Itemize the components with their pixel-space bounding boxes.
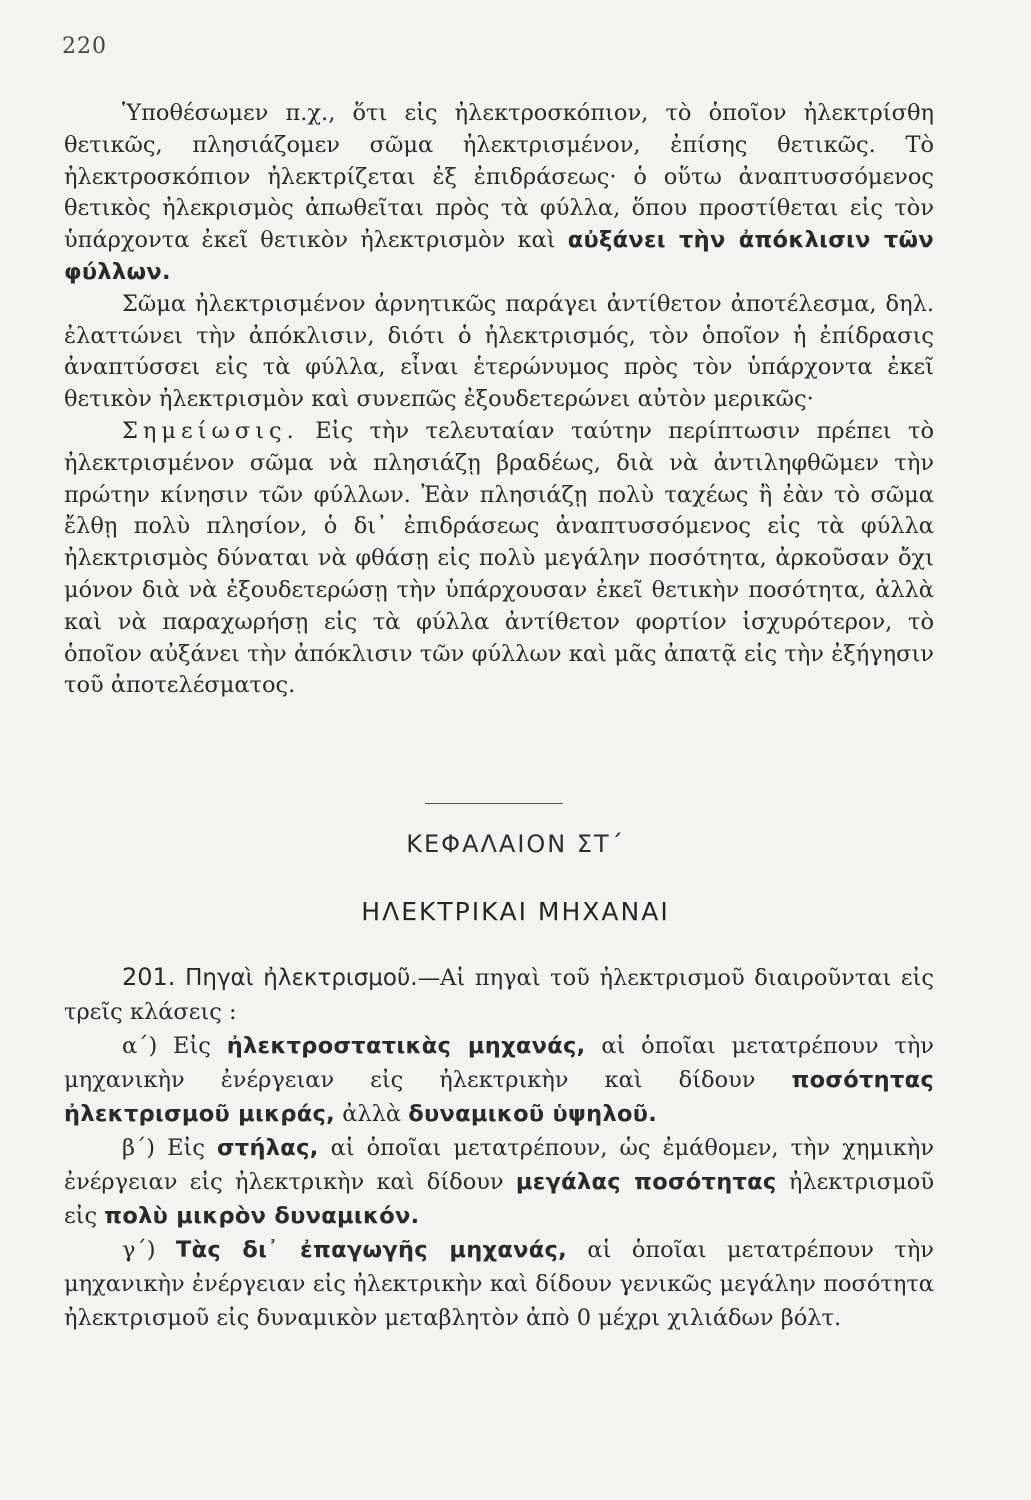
section-intro: —Αἱ πηγαὶ τοῦ ἠλεκτρισμοῦ διαιροῦνται εἰς τρεῖς κλάσεις : (64, 965, 934, 1025)
list-text: Εἰς (167, 1135, 205, 1161)
list-text: Εἰς (173, 1033, 211, 1059)
emphasis-text: μεγάλας ποσότητας (515, 1169, 777, 1195)
list-text: ἠλεκτρισμοῦ εἰς (64, 1169, 935, 1229)
divider-rule (425, 803, 563, 804)
paragraph-text: Εἰς τὴν τελευταίαν ταύτην περίπτωσιν πρέπει τὸ ἠλεκτρισμένον σῶμα νὰ πλησιάζῃ βραδέως, διὰ νὰ ἀντιληφθῶμεν τὴν πρώτην κίνησιν τῶν φύλλων. Ἐὰν πλησιάζῃ πολὺ ταχέως ἢ ἐὰν τὸ σῶμα ἔλθῃ πολὺ πλησίον, ὁ δι᾽ ἐπιδράσεως ἀναπτυσσόμενος εἰς τὰ φύλλα ἠλεκτρισμὸς δύναται νὰ φθάσῃ εἰς πολὺ μεγάλην ποσότητα, ἀρκοῦσαν ὄχι μόνον διὰ νὰ ἐξουδετερώσῃ τὴν ὑπάρχουσαν ἐκεῖ θετικὴν ποσότητα, ἀλλὰ καὶ νὰ παραχωρήσῃ εἰς τὰ φύλλα ἀντίθετον φορτίον ἰσχυρότερον, τὸ ὁποῖον αὐξάνει τὴν ἀπόκλισιν τῶν φύλλων καὶ μᾶς ἀπατᾷ εἰς τὴν ἐξήγησιν τοῦ ἀποτελέσματος. (64, 417, 934, 699)
list-text: ἀλλὰ (342, 1101, 402, 1127)
list-item (64, 1029, 934, 1131)
list-text: αἱ ὁποῖαι μετατρέπουν, ὡς ἐμάθομεν, τὴν χημικὴν ἐνέργειαν εἰς ἠλεκτρικὴν καὶ δίδουν (64, 1135, 935, 1195)
paragraph (64, 98, 934, 289)
emphasis-text: ποσότητας ἠλεκτρισμοῦ μικράς, (64, 1067, 935, 1127)
section-number: 201. (122, 963, 176, 991)
emphasis-text: πολὺ μικρὸν δυναμικόν. (104, 1203, 420, 1229)
list-marker: β΄) (122, 1135, 156, 1161)
list-text: αἱ ὁποῖαι μετατρέπουν τὴν μηχανικὴν ἐνέργειαν εἰς ἠλεκτρικὴν καὶ δίδουν γενικῶς μεγάλην ποσότητα ἠλεκτρισμοῦ εἰς δυναμικὸν μεταβλητὸν ἀπὸ 0 μέχρι χιλιάδων βόλτ. (64, 1237, 934, 1331)
list-item (64, 1233, 934, 1335)
emphasis-text: ἠλεκτροστατικὰς μηχανάς, (226, 1033, 586, 1059)
chapter-label: ΚΕΦΑΛΑΙΟΝ ΣΤ΄ (406, 830, 625, 858)
emphasis-text: στήλας, (216, 1135, 319, 1161)
emphasis-text: Τὰς δι᾽ ἐπαγωγῆς μηχανάς, (175, 1237, 567, 1263)
list-marker: γ΄) (122, 1237, 156, 1263)
paragraph (64, 289, 934, 416)
list-item (64, 1131, 934, 1233)
list-text: αἱ ὁποῖαι μετατρέπουν τὴν μηχανικὴν ἐνέργειαν εἰς ἠλεκτρικὴν καὶ δίδουν (64, 1033, 934, 1093)
note-paragraph (64, 416, 934, 702)
paragraph-text: Ὑποθέσωμεν π.χ., ὅτι εἰς ἠλεκτροσκόπιον, τὸ ὁποῖον ἠλεκτρίσθη θετικῶς, πλησιάζομεν σῶμα ἠλεκτρισμένον, ἐπίσης θετικῶς. Τὸ ἠλεκτροσκόπιον ἠλεκτρίζεται ἐξ ἐπιδράσεως· ὁ οὕτω ἀναπτυσσόμενος θετικὸς ἠλεκρισμὸς ἀπωθεῖται πρὸς τὰ φύλλα, ὅπου προστίθεται εἰς τὸν ὑπάρχοντα ἐκεῖ θετικὸν ἠλεκτρισμὸν καὶ (64, 100, 934, 254)
page-number: 220 (62, 34, 107, 59)
chapter-title: ΗΛΕΚΤΡΙΚΑΙ ΜΗΧΑΝΑΙ (361, 897, 670, 926)
section-heading-paragraph (64, 960, 934, 1029)
section-title: Πηγαὶ ἠλεκτρισμοῦ. (185, 965, 418, 991)
paragraph-text: Σῶμα ἠλεκτρισμένον ἀρνητικῶς παράγει ἀντίθετον ἀποτέλεσμα, δηλ. ἐλαττώνει τὴν ἀπόκλισιν, διότι ὁ ἠλεκτρισμός, τὸν ὁποῖον ἡ ἐπίδρασις ἀναπτύσσει εἰς τὰ φύλλα, εἶναι ἑτερώνυμος πρὸς τὸν ὑπάρχοντα ἐκεῖ θετικὸν ἠλεκτρισμὸν καὶ συνεπῶς ἐξουδετερώνει αὐτὸν μερικῶς· (64, 290, 934, 413)
list-marker: α΄) (122, 1033, 158, 1059)
text-block-lower (64, 960, 934, 1335)
text-block-upper (64, 98, 934, 702)
note-label: Σημείωσις. (122, 417, 299, 444)
emphasis-text: αὐξάνει τὴν ἀπόκλισιν τῶν φύλλων. (64, 227, 934, 285)
emphasis-text: δυναμικοῦ ὑψηλοῦ. (408, 1101, 658, 1127)
